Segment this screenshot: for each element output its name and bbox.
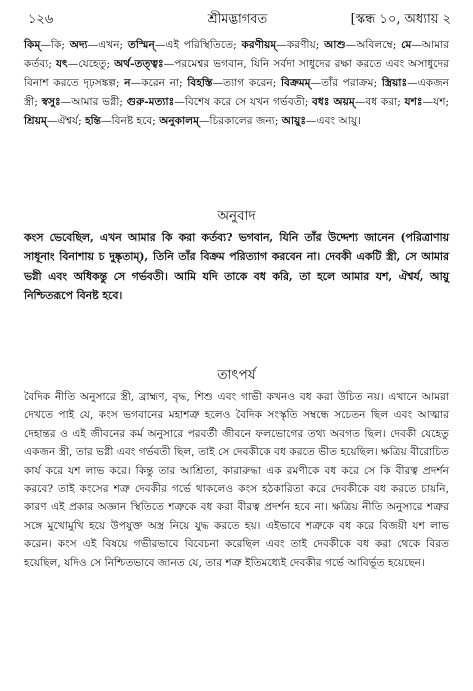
synonym-meaning: —তাঁর পরাক্রম <box>310 77 374 89</box>
synonym-meaning: —আমার কর্তব্য <box>24 39 450 70</box>
synonym-word: যশঃ <box>404 96 423 108</box>
translation-heading: অনুবাদ <box>217 208 256 224</box>
purport-text: বৈদিক নীতি অনুসারে স্ত্রী, ব্রাহ্মণ, বৃদ্ধ, শিশু এবং গাভী কখনও বধ করা উচিত নয়। এখানে আমরা দেখতে পাই যে, কংস ভগবানের মহাশত্রু হলেও বৈদিক সংস্কৃতি সম্বন্ধে সচেতন ছিল এবং আত্মার দেহান্তর ও এই জীবনের কর্ম অনুসারে পরবর্তী জীবনে ফলভোগের তথ্য অবগত ছিল। দেবকী যেহেতু একজন স্ত্রী, তার ভগ্নী এবং গর্ভবতী ছিল, তাই সে দেবকীকে বধ করতে ভীত হয়েছিল। ক্ষত্রিয় বীরোচিত কার্য করে যশ লাভ করে। কিন্তু তার আশ্রিতা, কারারুদ্ধা এক রমণীকে বধ করে সে কি বীরত্ব প্রদর্শন করবে? তাই কংসের শত্রু দেবকীর গর্ভে থাকলেও কংস হঠকারিতা করে দেবকীকে বধ করতে চায়নি, কারণ এই প্রকার অজ্ঞান স্থিতিতে শত্রুকে বধ করা বীরত্ব প্রদর্শন হবে না। ক্ষত্রিয় নীতি অনুসারে শত্রুর সঙ্গে মুখোমুখি হয়ে উপযুক্ত অস্ত্র নিয়ে যুদ্ধ করতে হয়। এইভাবে শত্রুকে বধ করে বিজয়ী যশ লাভ করেন। কংস এই বিষয়ে গভীরভাবে বিবেচনা করেছিল এবং তাই দেবকীকে বধ করা থেকে বিরত হয়েছিল, যদিও সে নিশ্চিতভাবে জানত যে, তার শত্রু ইতিমধ্যেই দেবকীর গর্ভে আবির্ভূত হয়েছেন। <box>24 391 449 569</box>
synonym-meaning: —ঐশ্বর্য <box>46 115 79 127</box>
synonym-word: মে <box>401 39 412 51</box>
synonym-word: বিহস্তি <box>187 77 213 89</box>
page-number: ১২৬ <box>28 12 54 27</box>
synonym-meaning: —কি <box>40 39 62 51</box>
page-header <box>24 10 451 32</box>
book-title: শ্রীমদ্ভাগবত <box>207 12 268 27</box>
synonym-word: বিক্রমম্ <box>281 77 311 89</box>
synonym-meaning: —করেন না <box>130 77 180 89</box>
synonym-word: হন্তি <box>85 115 101 127</box>
synonym-meaning: —করণীয় <box>276 39 316 51</box>
synonym-word: আয়ুঃ <box>281 115 307 127</box>
synonym-meaning: —এখন <box>87 39 120 51</box>
synonym-meaning: —যেহেতু <box>67 58 107 70</box>
synonym-meaning: —যশ <box>422 96 446 108</box>
synonym-word: শ্রিয়ম্ <box>24 115 47 127</box>
synonym-meaning: —আমার ভগ্নী <box>60 96 120 108</box>
synonym-meaning: —বিশেষ করে সে যখন গর্ভবতী <box>174 96 305 108</box>
synonym-word: করণীয়ম্ <box>241 39 277 51</box>
synonym-word: স্বসুঃ <box>41 96 61 108</box>
synonym-word: ন <box>124 77 131 89</box>
synonym-meaning: —অবিলম্বে <box>345 39 393 51</box>
synonym-meaning: —বধ করা <box>354 96 398 108</box>
synonym-word: গুরু-মত্যাঃ <box>126 96 175 108</box>
chapter-reference: [স্কন্ধ ১০, অধ্যায় ২ <box>350 12 451 27</box>
synonym-meaning: —চিরকালের জন্য <box>198 115 275 127</box>
synonym-meaning: —পরমেশ্বর ভগবান, যিনি সর্বদা সাধুদের রক্ষা করতে এবং অসাধুদের বিনাশ করতে দৃঢ়সঙ্কল্প <box>24 58 449 89</box>
synonym-meaning: —একজন স্ত্রী <box>24 77 449 108</box>
synonym-meaning: —এই পরিস্থিতিতে <box>154 39 234 51</box>
synonym-meaning: —ত্যাগ করেন <box>212 77 273 89</box>
synonym-word: যৎ <box>55 58 68 70</box>
synonym-word: স্ত্রিয়াঃ <box>381 77 408 89</box>
translation-text: কংস ভেবেছিল, এখন আমার কি করা কর্তব্য? ভগবান, যিনি তাঁর উদ্দেশ্য জানেন (পরিত্রাণায় সাধূনাং বিনাশায় চ দুষ্কৃতাম্), তিনি তাঁর বিক্রম পরিত্যাগ করবেন না। দেবকী একটি স্ত্রী, সে আমার ভগ্নী এবং অধিকন্তু সে গর্ভবতী। আমি যদি তাকে বধ করি, তা হলে আমার যশ, ঐশ্বর্য, আয়ু নিশ্চিতরূপে বিনষ্ট হবে। <box>24 231 449 303</box>
synonym-word: অর্থ-তত্ত্বঃ <box>114 58 164 70</box>
synonym-word: অদ্য <box>69 39 88 51</box>
synonym-word: কিম্ <box>24 39 41 51</box>
word-for-word-synonyms: কিম্—কি; অদ্য—এখন; তস্মিন্—এই পরিস্থিতিতে; করণীয়ম্—করণীয়; আশু—অবিলম্বে; মে—আমার কর্তব্য; যৎ—যেহেতু; অর্থ-তত্ত্বঃ—পরমেশ্বর ভগবান, যিনি সর্বদা সাধুদের রক্ষা করতে এবং অসাধুদের বিনাশ করতে দৃঢ়সঙ্কল্প; ন—করেন না; বিহস্তি—ত্যাগ করেন; বিক্রমম্—তাঁর পরাক্রম; স্ত্রিয়াঃ—একজন স্ত্রী; স্বসুঃ—আমার ভগ্নী; গুরু-মত্যাঃ—বিশেষ করে সে যখন গর্ভবতী; বধঃ অয়ম্—বধ করা; যশঃ—যশ; শ্রিয়ম্—ঐশ্বর্য; হন্তি—বিনষ্ট হবে; অনুকালম্—চিরকালের জন্য; আয়ুঃ—এবং আয়ু। <box>24 39 450 127</box>
synonym-word: অনুকালম্ <box>159 115 199 127</box>
synonym-meaning: —এবং আয়ু <box>306 115 358 127</box>
synonym-word: বধঃ অয়ম্ <box>312 96 355 108</box>
synonym-word: আশু <box>324 39 346 51</box>
purport-heading: তাৎপর্য <box>217 367 256 383</box>
synonym-word: তস্মিন্ <box>127 39 155 51</box>
synonym-meaning: —বিনষ্ট হবে <box>100 115 153 127</box>
